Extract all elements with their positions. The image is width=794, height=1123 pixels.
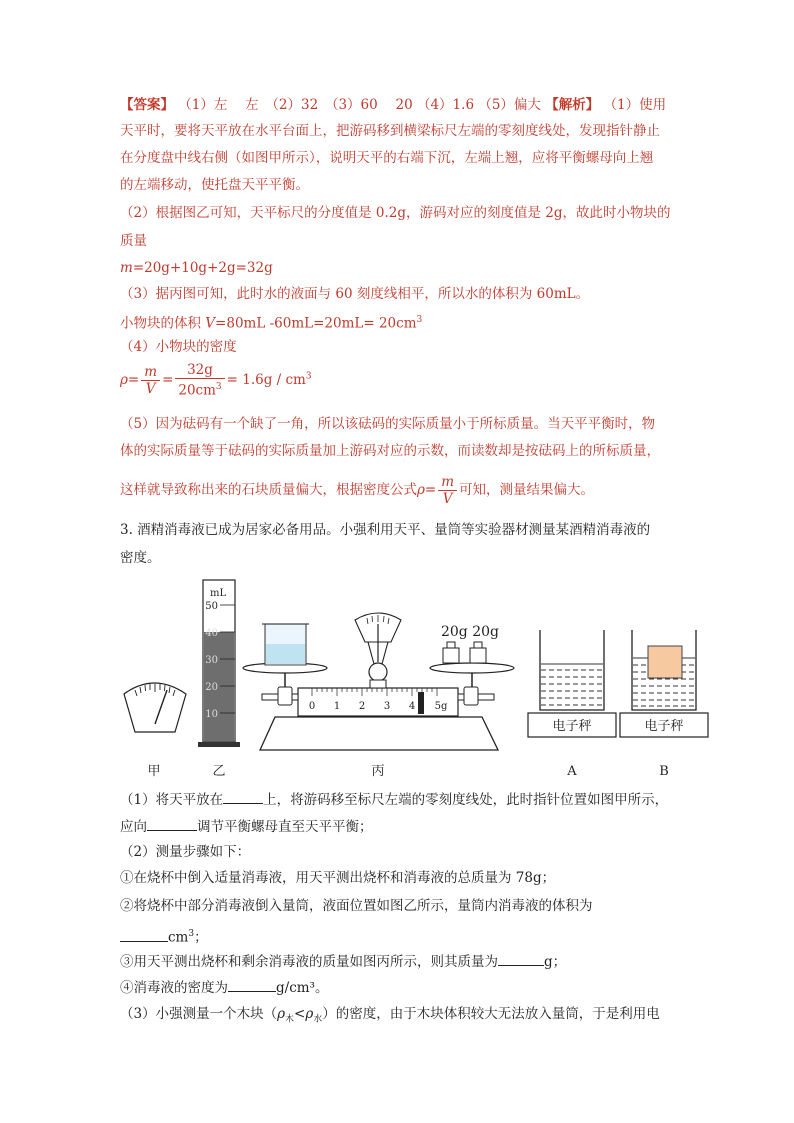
cylinder-tick-label: 30 xyxy=(205,655,218,666)
step-2-unit: cm xyxy=(168,929,189,946)
q1-text-d: 调节平衡螺母直至天平平衡； xyxy=(197,819,373,835)
weight-1 xyxy=(443,642,459,663)
step-3 xyxy=(120,951,566,972)
step-3-end: g； xyxy=(544,954,567,970)
question-line-1: 3. 酒精消毒液已成为居家必备用品。小强利用天平、量筒等实验器材测量某酒精消毒液的 xyxy=(120,522,651,538)
caption-a: A xyxy=(567,764,577,779)
answer-line-13: 体的实际质量等于砝码的实际质量加上游码对应的示数，而读数却是按砝码上的所标质量， xyxy=(120,443,660,459)
q1-text-b: 上，将游码移至标尺左端的零刻度线处，此时指针位置如图甲所示， xyxy=(263,792,669,808)
answer-blank-4[interactable] xyxy=(498,951,544,966)
answer-line-10: （4）小物块的密度 xyxy=(120,339,237,355)
answer-line-9 xyxy=(120,310,422,334)
q3-text-b: ）的密度，由于木块体积较大无法放入量筒，于是利用电 xyxy=(322,1006,660,1022)
q3-rho-wood: ρ xyxy=(277,1006,286,1022)
volume-equation: =80mL -60mL=20mL= 20cm xyxy=(215,315,417,332)
caption-b: B xyxy=(659,764,669,779)
graduated-cylinder-figure xyxy=(198,580,240,747)
beaker xyxy=(262,624,309,665)
step-2-answer-line xyxy=(120,924,208,948)
volume-unit-exponent: 3 xyxy=(416,315,423,325)
answer-line-2: 天平时，要将天平放在水平台面上，把游码移到横梁标尺左端的零刻度线处，发现指针静止 xyxy=(120,123,660,139)
answer-line-8: （3）据丙图可知，此时水的液面与 60 刻度线相平，所以水的体积为 60mL。 xyxy=(120,286,590,302)
answer-line-3: 在分度盘中线右侧（如图甲所示），说明天平的右端下沉，左端上翘，应将平衡螺母向上翘 xyxy=(120,150,654,166)
volume-variable: V xyxy=(205,315,216,332)
q1-text-a: （1）将天平放在 xyxy=(120,792,224,808)
cylinder-tick-label: 20 xyxy=(205,682,218,693)
q3-sub-wood: 木 xyxy=(285,1014,295,1025)
volume-label: 小物块的体积 xyxy=(120,315,206,332)
analysis-tag: 【解析】 xyxy=(545,97,600,113)
scale-a-label: 电子秤 xyxy=(552,719,592,734)
step-4-text: ④消毒液的密度为 xyxy=(120,980,228,996)
line-14-fraction xyxy=(438,474,457,507)
question-part-1-line-1 xyxy=(120,789,668,810)
line-14-v: V xyxy=(442,491,453,507)
formula-m: m xyxy=(144,363,158,380)
cylinder-tick-label: 40 xyxy=(205,628,218,639)
weight-2 xyxy=(470,642,486,663)
answer-line-12: （5）因为砝码有一个缺了一角，所以该砝码的实际质量小于所标质量。当天平平衡时，物 xyxy=(120,416,656,432)
density-formula xyxy=(120,362,312,399)
formula-fraction-mv xyxy=(141,364,160,397)
formula-v: V xyxy=(145,380,156,397)
answer-line-4: 的左端移动，使托盘天平平衡。 xyxy=(120,177,309,193)
ruler-label: 4 xyxy=(408,701,416,712)
q3-text-a: （3）小强测量一个木块（ xyxy=(120,1006,278,1022)
step-2: ②将烧杯中部分消毒液倒入量筒，液面位置如图乙所示，量筒内消毒液的体积为 xyxy=(120,898,593,914)
ruler-label: 2 xyxy=(358,701,366,712)
scale-a-figure xyxy=(528,630,616,737)
answer-line-6: 质量 xyxy=(120,233,147,249)
line-14-text: 这样就导致称出来的石块质量偏大，根据密度公式 xyxy=(120,482,417,498)
formula-numerator: 32g xyxy=(175,362,224,379)
caption-jia: 甲 xyxy=(147,764,161,779)
cylinder-tick-label: 50 xyxy=(205,601,218,612)
formula-result-exponent: 3 xyxy=(305,371,312,382)
line-14-m: m xyxy=(441,474,455,490)
answer-blank-1[interactable] xyxy=(223,789,263,804)
line-14-tail: 可知，测量结果偏大。 xyxy=(459,482,595,498)
formula-result: = 1.6g / cm xyxy=(226,371,306,388)
answer-line-14 xyxy=(120,474,594,507)
formula-equals: = xyxy=(162,371,174,388)
step-2-unit-exponent: 3 xyxy=(188,929,195,939)
weights-label: 20g 20g xyxy=(440,624,500,640)
question-part-1-line-2 xyxy=(120,816,373,837)
answer-blank-5[interactable] xyxy=(228,977,276,992)
cylinder-tick-label: 10 xyxy=(205,709,218,720)
step-4 xyxy=(120,977,328,998)
question-line-2: 密度。 xyxy=(120,550,161,566)
formula-fraction-values xyxy=(175,362,224,399)
formula-rho: ρ= xyxy=(120,371,140,388)
mass-variable: m xyxy=(120,260,133,276)
scale-b-figure xyxy=(620,630,708,737)
formula-denominator: 20cm xyxy=(178,382,216,399)
mass-equation: =20g+10g+2g=32g xyxy=(132,260,273,276)
caption-yi: 乙 xyxy=(212,764,226,779)
q3-less-than: < xyxy=(294,1006,306,1022)
answer-line-1 xyxy=(120,95,666,115)
caption-bing: 丙 xyxy=(371,764,385,779)
answer-parts: （1）左 左 （2）32 （3）60 20 （4）1.6 （5）偏大 xyxy=(178,97,541,113)
scale-b-label: 电子秤 xyxy=(644,719,684,734)
q3-sub-water: 水 xyxy=(313,1014,323,1025)
step-1: ①在烧杯中倒入适量消毒液，用天平测出烧杯和消毒液的总质量为 78g； xyxy=(120,870,556,886)
step-3-text: ③用天平测出烧杯和剩余消毒液的质量如图丙所示，则其质量为 xyxy=(120,954,498,970)
step-4-end: g/cm³。 xyxy=(276,980,329,996)
cylinder-unit-label: mL xyxy=(210,588,227,599)
answer-tag: 【答案】 xyxy=(120,97,174,113)
answer-line-7 xyxy=(120,258,273,278)
ruler-label: 1 xyxy=(333,701,341,712)
balance-figure xyxy=(243,613,514,750)
ruler-label: 0 xyxy=(308,701,316,712)
answer-blank-3[interactable] xyxy=(120,927,168,942)
q3-rho-water: ρ xyxy=(305,1006,314,1022)
answer-blank-2[interactable] xyxy=(147,816,197,831)
ruler-label: 3 xyxy=(383,701,391,712)
dial-gauge-figure xyxy=(124,683,186,732)
experiment-figure xyxy=(110,572,710,784)
question-part-2: （2）测量步骤如下： xyxy=(120,844,251,860)
wood-block xyxy=(648,646,682,678)
formula-denominator-exponent: 3 xyxy=(215,382,222,392)
rider xyxy=(418,692,424,714)
answer-line-1-tail: （1）使用 xyxy=(603,97,667,113)
question-part-3 xyxy=(120,1004,660,1030)
step-2-end: ； xyxy=(194,929,208,946)
answer-line-5: （2）根据图乙可知，天平标尺的分度值是 0.2g，游码对应的刻度值是 2g，故此时小物块的 xyxy=(120,205,671,221)
ruler-label: 5g xyxy=(434,701,448,712)
line-14-rho: ρ= xyxy=(417,482,437,498)
q1-text-c: 应向 xyxy=(120,819,147,835)
